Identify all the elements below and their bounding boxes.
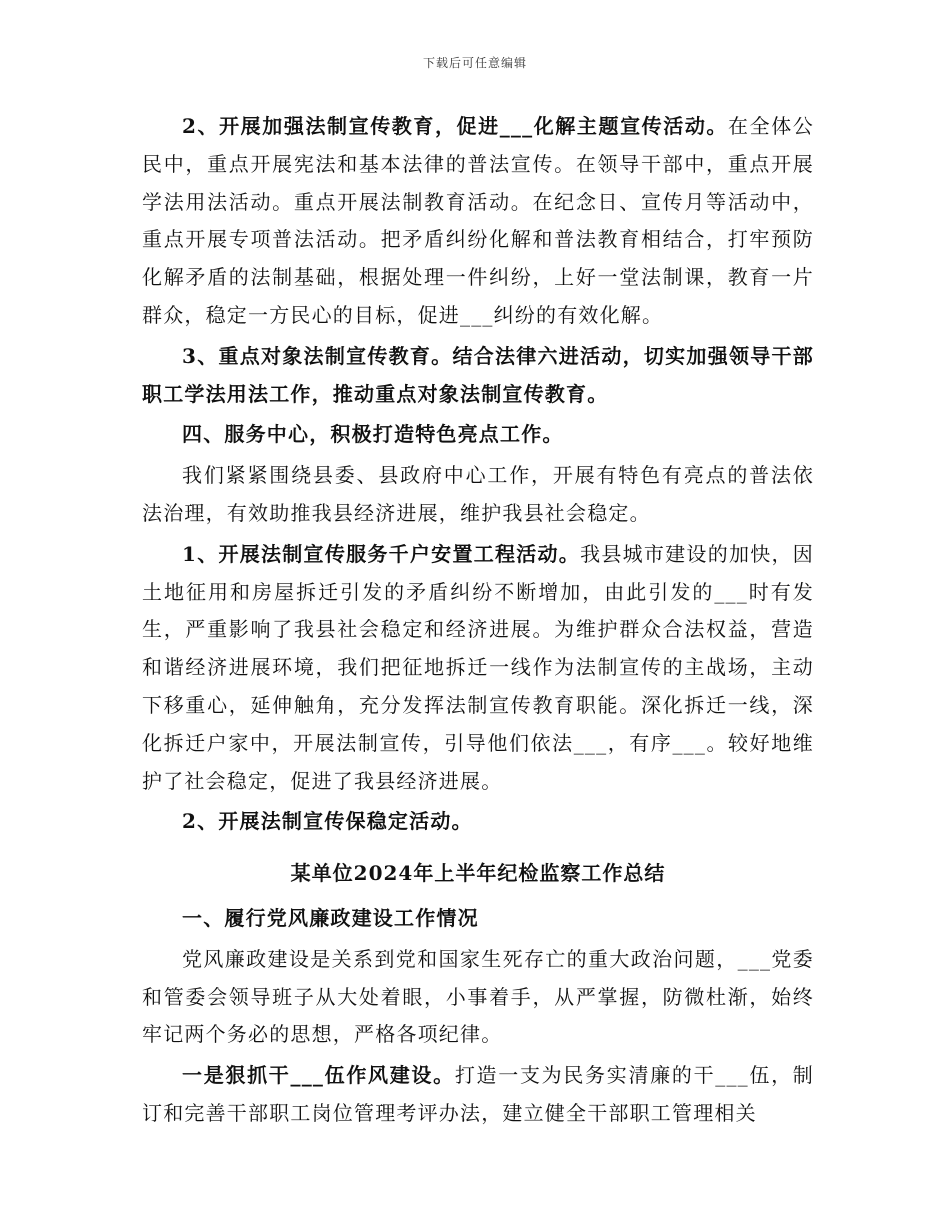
document-title: 某单位2024年上半年纪检监察工作总结 (290, 861, 666, 886)
paragraph-stability: 2、开展法制宣传保稳定活动。 (182, 809, 473, 834)
document-body (142, 108, 814, 1133)
paragraph-cadre-style (142, 1057, 814, 1133)
paragraph-resettlement (142, 536, 814, 801)
paragraph-heading: 2、开展加强法制宣传教育，促进___化解主题宣传活动。 (182, 114, 729, 138)
paragraph-party-conduct: 党风廉政建设是关系到党和国家生死存亡的重大政治问题，___党委和管委会领导班子从大处着眼，小事着手，从严掌握，防微杜渐，始终牢记两个务必的思想，严格各项纪律。 (142, 946, 814, 1047)
paragraph-text: 我县城市建设的加快，因土地征用和房屋拆迁引发的矛盾纠纷不断增加，由此引发的___时有发生，严重影响了我县社会稳定和经济进展。为维护群众合法权益，营造和谐经济进展环境，我们把征地拆迁一线作为法制宣传的主战场，主动下移重心，延伸触角，充分发挥法制宣传教育职能。深化拆迁一线，深化拆迁户家中，开展法制宣传，引导他们依法___，有序___。较好地维护了社会稳定，促进了我县经济进展。 (142, 541, 814, 793)
paragraph-heading: 一是狠抓干___伍作风建设。 (182, 1063, 455, 1088)
paragraph-text: 在全体公民中，重点开展宪法和基本法律的普法宣传。在领导干部中，重点开展学法用法活动。重点开展法制教育活动。在纪念日、宣传月等活动中，重点开展专项普法活动。把矛盾纠纷化解和普法教育相结合，打牢预防化解矛盾的法制基础，根据处理一件纠纷，上好一堂法制课，教育一片群众，稳定一方民心的目标，促进___纠纷的有效化解。 (142, 114, 814, 327)
paragraph-service-intro: 我们紧紧围绕县委、县政府中心工作，开展有特色有亮点的普法依法治理，有效助推我县经济进展，维护我县社会稳定。 (142, 463, 814, 525)
section-heading-party-conduct: 一、履行党风廉政建设工作情况 (182, 905, 479, 930)
paragraph-text: 打造一支为民务实清廉的干___伍，制订和完善干部职工岗位管理考评办法，建立健全干部职工管理相关 (142, 1063, 814, 1125)
paragraph-key-targets: 3、重点对象法制宣传教育。结合法律六进活动，切实加强领导干部职工学法用法工作，推动重点对象法制宣传教育。 (142, 343, 814, 406)
page-header: 下载后可任意编辑 (422, 56, 527, 70)
section-heading-service-center: 四、服务中心，积极打造特色亮点工作。 (182, 422, 564, 447)
paragraph-publicity-education (142, 108, 814, 335)
paragraph-heading: 1、开展法制宣传服务千户安置工程活动。 (182, 541, 581, 566)
